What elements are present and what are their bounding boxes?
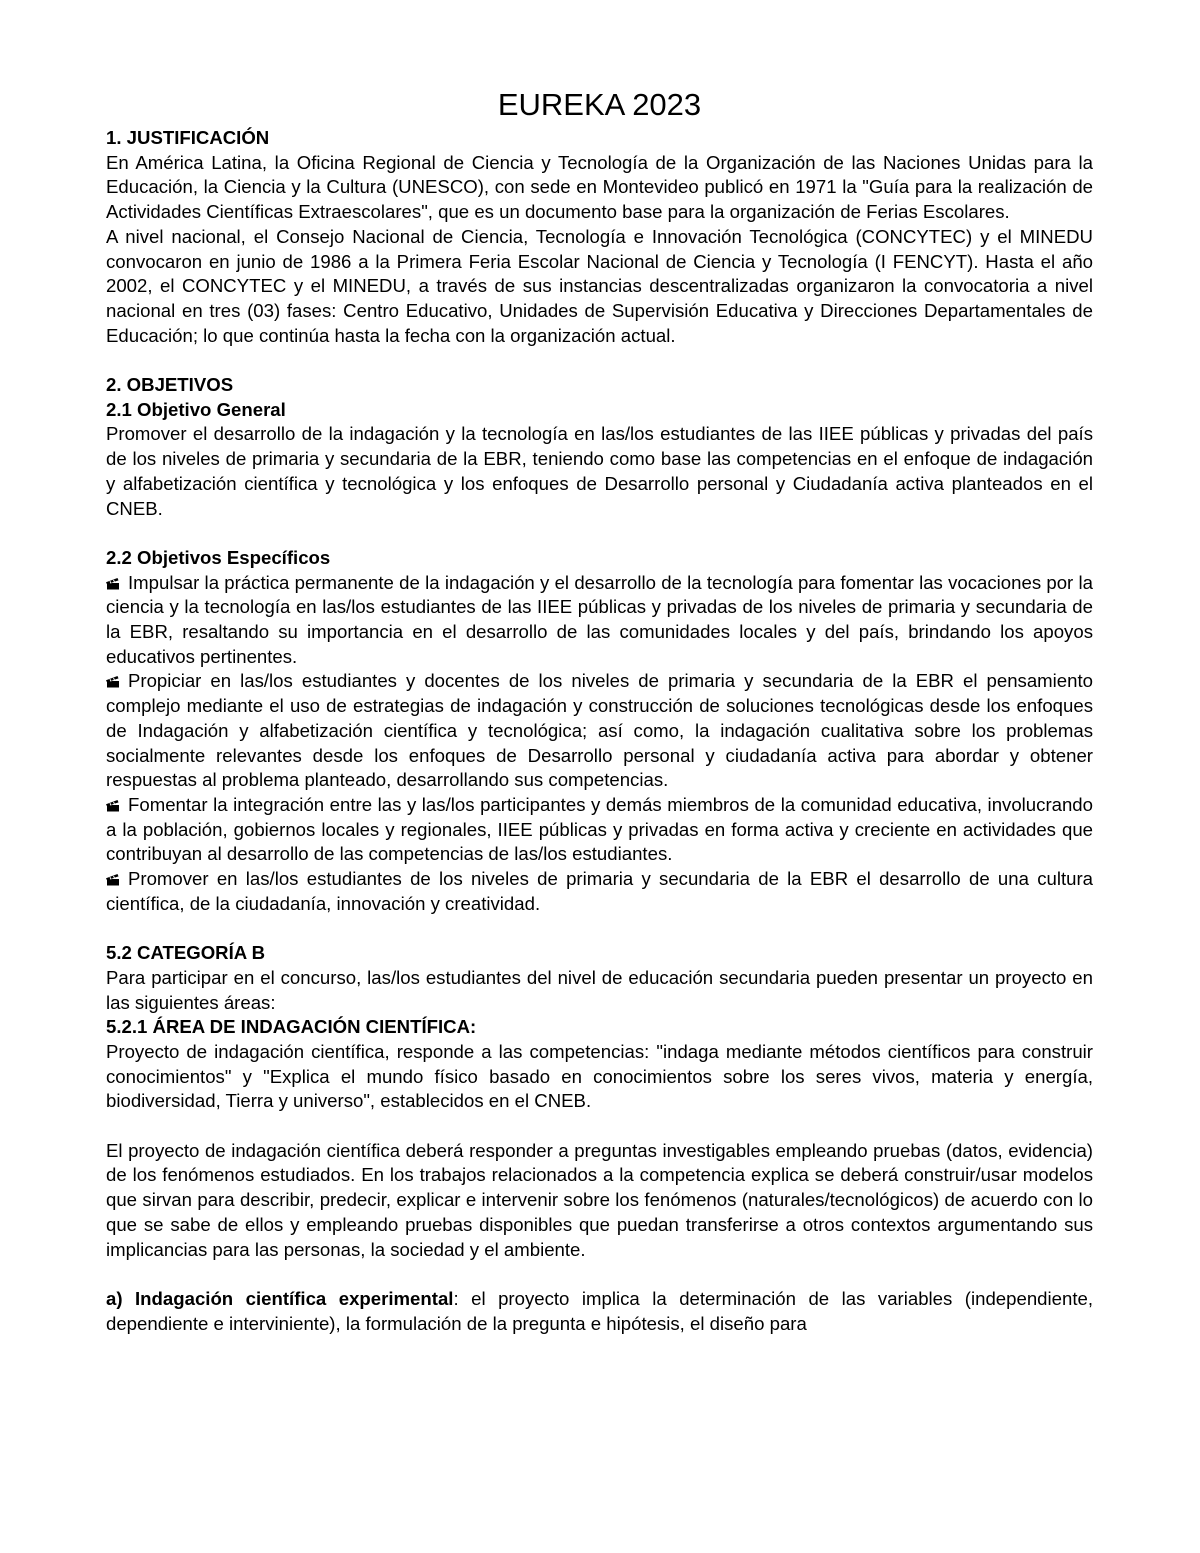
spacer <box>106 1262 1093 1287</box>
objetivo-especifico-bullet <box>106 571 1093 670</box>
subsection-heading-objetivo-general: 2.1 Objetivo General <box>106 398 286 420</box>
bullet-text: Impulsar la práctica permanente de la indagación y el desarrollo de la tecnología para fomentar las vocaciones por la ciencia y la tecnología en las/los estudiantes de las IIEE públicas y privadas de los niveles de primaria y secundaria de la EBR, resaltando su importancia en el desarrollo de las comunidades locales y del país, brindando los apoyos educativos pertinentes. <box>106 571 1093 667</box>
spacer <box>106 348 1093 373</box>
justificacion-paragraph-2: A nivel nacional, el Consejo Nacional de Ciencia, Tecnología e Innovación Tecnológica (CONCYTEC) y el MINEDU convocaron en junio de 1986 a la Primera Feria Escolar Nacional de Ciencia y Tecnología (I FENCYT). Hasta el año 2002, el CONCYTEC y el MINEDU, a través de sus instancias descentralizadas organizaron la convocatoria a nivel nacional en tres (03) fases: Centro Educativo, Unidades de Supervisión Educativa y Direcciones Departamentales de Educación; lo que continúa hasta la fecha con la organización actual. <box>106 225 1093 346</box>
indagacion-experimental-text: : el proyecto implica la determinación de las variables (independiente, dependiente e interviniente), la formulación de la pregunta e hipótesis, el diseño para <box>106 1287 1093 1334</box>
objetivo-especifico-bullet <box>106 669 1093 793</box>
objetivo-general-paragraph: Promover el desarrollo de la indagación y la tecnología en las/los estudiantes de las IIEE públicas y privadas del país de los niveles de primaria y secundaria de la EBR, teniendo como base las competencias en el enfoque de indagación y alfabetización científica y tecnológica y los enfoques de Desarrollo personal y Ciudadanía activa planteados en el CNEB. <box>106 423 1093 519</box>
categoria-b-intro: Para participar en el concurso, las/los estudiantes del nivel de educación secundaria pueden presentar un proyecto en las siguientes áreas: <box>106 966 1093 1013</box>
area-indagacion-paragraph-1: Proyecto de indagación científica, responde a las competencias: "indaga mediante métodos científicos para construir conocimientos" y "Explica el mundo físico basado en conocimientos sobre los seres vivos, materia y energía, biodiversidad, Tierra y universo", establecidos en el CNEB. <box>106 1040 1093 1112</box>
spacer <box>106 916 1093 941</box>
subsection-heading-objetivos-especificos: 2.2 Objetivos Específicos <box>106 546 331 568</box>
objetivo-especifico-bullet <box>106 793 1093 867</box>
area-indagacion-paragraph-2: El proyecto de indagación científica deberá responder a preguntas investigables empleando pruebas (datos, evidencia) de los fenómenos estudiados. En los trabajos relacionados a la competencia explica se deberá construir/usar modelos que sirvan para describir, predecir, explicar e intervenir sobre los fenómenos (naturales/tecnológicos) de acuerdo con lo que se sabe de ellos y empleando pruebas disponibles que puedan transferirse a otros contextos argumentando sus implicancias para las personas, la sociedad y el ambiente. <box>106 1139 1093 1260</box>
indagacion-experimental-paragraph <box>106 1287 1093 1336</box>
justificacion-paragraph-1: En América Latina, la Oficina Regional de Ciencia y Tecnología de la Organización de las Naciones Unidas para la Educación, la Ciencia y la Cultura (UNESCO), con sede en Montevideo publicó en 1971 la "Guía para la realización de Actividades Científicas Extraescolares", que es un documento base para la organización de Ferias Escolares. <box>106 151 1093 223</box>
section-heading-justificacion: 1. JUSTIFICACIÓN <box>106 127 270 148</box>
clapperboard-bullet-icon <box>106 676 120 688</box>
objetivo-especifico-bullet <box>106 867 1093 916</box>
subsection-heading-area-indagacion: 5.2.1 ÁREA DE INDAGACIÓN CIENTÍFICA: <box>106 1016 477 1038</box>
clapperboard-bullet-icon <box>106 800 120 812</box>
bullet-text: Promover en las/los estudiantes de los niveles de primaria y secundaria de la EBR el desarrollo de una cultura científica, de la ciudadanía, innovación y creatividad. <box>106 868 1093 914</box>
document-title: EUREKA 2023 <box>497 87 702 122</box>
clapperboard-bullet-icon <box>106 874 120 886</box>
section-heading-objetivos: 2. OBJETIVOS <box>106 374 234 396</box>
bullet-text: Propiciar en las/los estudiantes y docentes de los niveles de primaria y secundaria de la EBR el pensamiento complejo mediante el uso de estrategias de indagación y construcción de soluciones tecnológicas desde los enfoques de Indagación y alfabetización científica y tecnológica; así como, la indagación cualitativa sobre los problemas socialmente relevantes desde los enfoques de Desarrollo personal y ciudadanía activa para abordar y obtener respuestas al problema planteado, desarrollando sus competencias. <box>106 670 1093 791</box>
spacer <box>106 1114 1093 1139</box>
document-page <box>106 84 1093 1336</box>
section-heading-categoria-b: 5.2 CATEGORÍA B <box>106 942 266 964</box>
bullet-text: Fomentar la integración entre las y las/los participantes y demás miembros de la comunidad educativa, involucrando a la población, gobiernos locales y regionales, IIEE públicas y privadas en forma activa y creciente en actividades que contribuyan al desarrollo de las competencias de las/los estudiantes. <box>106 793 1093 865</box>
indagacion-experimental-term: a) Indagación científica experimental <box>106 1287 454 1309</box>
clapperboard-bullet-icon <box>106 578 120 590</box>
spacer <box>106 521 1093 546</box>
